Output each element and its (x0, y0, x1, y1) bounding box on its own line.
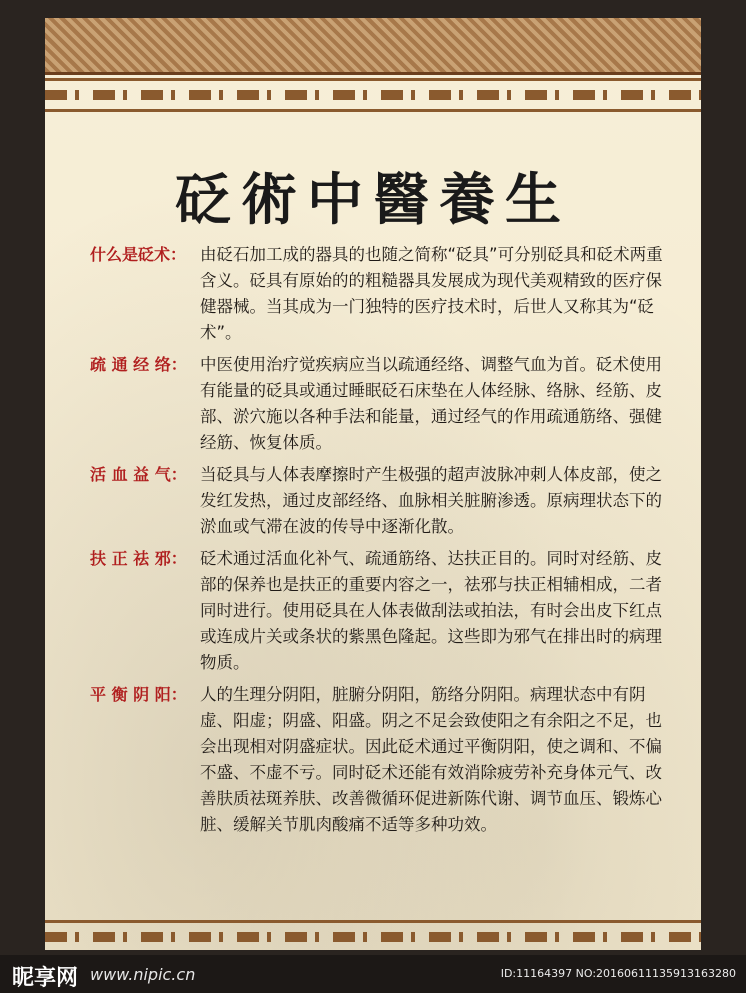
content (90, 242, 670, 844)
site-logo: 昵享网 (12, 966, 79, 991)
section-label: 扶 正 祛 邪： (90, 549, 187, 568)
section-yinyang (90, 682, 670, 838)
section-blood (90, 462, 670, 540)
section-text: 人的生理分阴阳，脏腑分阴阳，筋络分阴阳。病理状态中有阴虚、阳虚；阴盛、阳盛。阴之不足会致使阳之有余阳之不足，也会出现相对阴盛症状。因此砭术通过平衡阴阳，使之调和、不偏不盛、不虚不亏。同时砭术还能有效消除疲劳补充身体元气、改善肤质祛斑养肤、改善微循环促进新陈代谢、调节血压、锻炼心脏、缓解关节肌肉酸痛不适等多种功效。 (200, 685, 662, 834)
poster (45, 18, 701, 950)
section-text: 当砭具与人体表摩擦时产生极强的超声波脉冲刺人体皮部，使之发红发热，通过皮部经络、血脉相关脏腑渗透。原病理状态下的淤血或气滞在波的传导中逐渐化散。 (200, 465, 662, 536)
section-what-is (90, 242, 670, 346)
section-label: 疏 通 经 络： (90, 355, 187, 374)
section-text: 中医使用治疗觉疾病应当以疏通经络、调整气血为首。砭术使用有能量的砭具或通过睡眠砭石床垫在人体经脉、络脉、经筋、皮部、淤穴施以各种手法和能量，通过经气的作用疏通筋络、强健经筋、恢复体质。 (200, 355, 662, 452)
section-label: 活 血 益 气： (90, 465, 187, 484)
section-label: 平 衡 阴 阳： (90, 685, 187, 704)
watermark-bar (0, 955, 746, 993)
section-text: 砭术通过活血化补气、疏通筋络、达扶正目的。同时对经筋、皮部的保养也是扶正的重要内容之一，祛邪与扶正相辅相成，二者同时进行。使用砭具在人体表做刮法或拍法，有时会出皮下红点或连成片关或条状的紫黑色隆起。这些即为邪气在排出时的病理物质。 (200, 549, 662, 672)
site-url: www.nipic.cn (90, 965, 196, 984)
fret-border-top (45, 78, 701, 112)
image-id: ID:11164397 NO:20160611135913163280 (500, 967, 736, 980)
section-label: 什么是砭术： (90, 245, 187, 264)
fret-border-bottom (45, 920, 701, 950)
section-meridians (90, 352, 670, 456)
section-evil (90, 546, 670, 676)
page-title: 砭術中醫養生 (175, 167, 571, 233)
decorative-top-band (45, 18, 701, 75)
section-text: 由砭石加工成的器具的也随之简称“砭具”可分别砭具和砭术两重含义。砭具有原始的的粗糙器具发展成为现代美观精致的医疗保健器械。当其成为一门独特的医疗技术时，后世人又称其为“砭术”。 (200, 245, 663, 342)
